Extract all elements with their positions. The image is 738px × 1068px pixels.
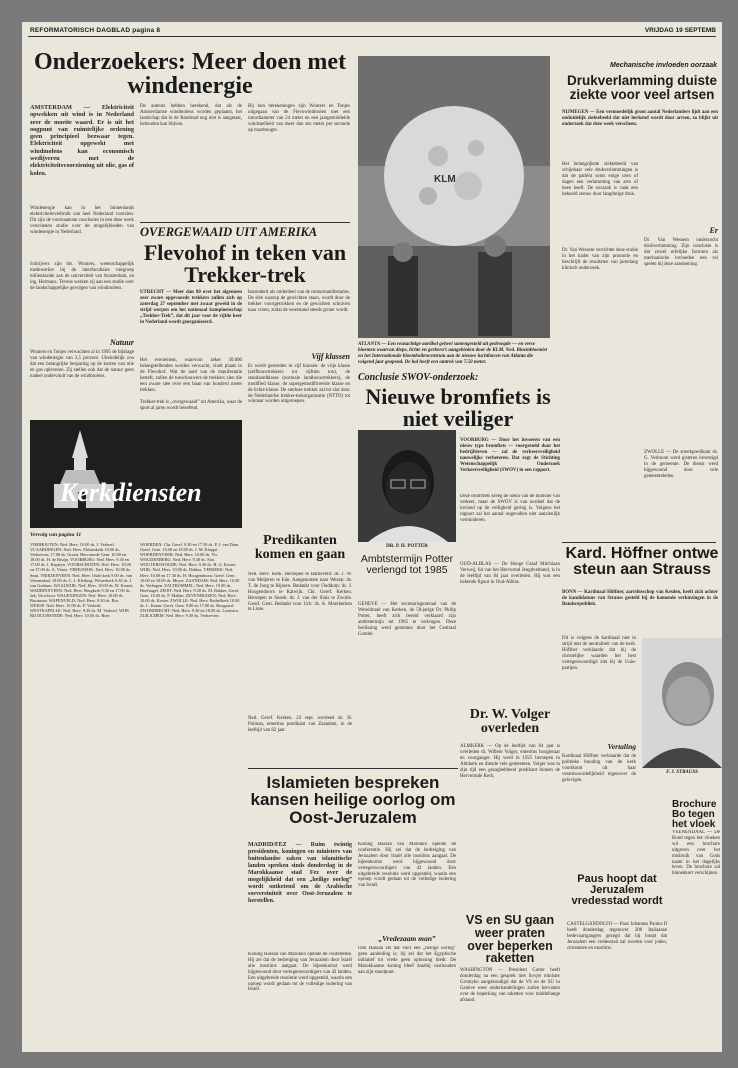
kerkdiensten-title: Kerkdiensten bbox=[60, 478, 202, 507]
predikanten-text: Ned. Herv. Kerk. Beroepen te Barneveld: ds. J. W. van Meijeren te Ede. Aangenomen naar Wezep: ds. T. de Jong te Rijssen. Bedankt voor Ouddorp: ds. J. Hoogendoorn te Katwijk. Chr. Geref. Kerken. Beroepen te Sneek: ds. J. van der Sluis te Zwolle. Geref. Gem. Bedankt voor Urk: ds. A. Moerkerken te Lisse. bbox=[248, 572, 352, 613]
hoffner-body: Dit is volgens de kardinaal niet in strijd met de neutraliteit van de kerk. Höffner verklaarde dat hij de christelijke waarden het best vertegenwoordigd ziet bij de Unie-partijen. bbox=[562, 636, 636, 671]
vertaling-subhead: Vertaling bbox=[607, 742, 636, 751]
natuur-text: Wouters en Tonjes verwachten al in 1995 de bijdrage van windenergie van 2,5 procent. Uiteindelijk zou dat een belangrijke besparing op de kosten van olie en gas opleveren. Zij stellen ook dat de natuur geen nadeel ondervindt van de windmolens. bbox=[30, 350, 134, 379]
headline-islamieten: Islamieten bespreken kansen heilige oorlog om Oost-Jeruzalem bbox=[250, 773, 456, 827]
islamieten-rule bbox=[248, 768, 458, 769]
zwolle-text: ZWOLLE — De streekpredikant ds. G. Verboom werd gisteren bevestigd in de gemeente. De dienst werd bijgewoond door vele gemeenteleden. bbox=[644, 450, 718, 479]
church-icon bbox=[30, 420, 242, 528]
windenergie-body1: Windenergie kan in het binnenlands elektriciteitsverbruik van heel Nederland voorzien. Dit zijn de voornaamste conclusies in een deze week verschenen studie over de mogelijkheden van windenergie in Nederland. bbox=[30, 206, 134, 235]
headline-drukverlamming: Drukverlamming duiste ziekte voor veel artsen bbox=[566, 73, 718, 102]
oud-alblas-text: OUD-ALBLAS — De Hooge Graaf Mitchiaan Verweij, lid van het Hervormd Jeugdverband, is in de leeftijd van 84 jaar overleden. Hij was een bekende figuur in Oud-Alblas. bbox=[460, 562, 560, 585]
islamieten-lead: MADRID/FEZ — Ruim twintig presidenten, koningen en ministers van buitenlandse zaken van islamitische landen spreken sinds donderdag in de Marokkaanse stad Fez over de mogelijkheid dat een „heilige oorlog” wordt ontketend om de Arabische soevereiniteit over Oost-Jeruzalem te herstellen. bbox=[248, 842, 352, 904]
headline-flevohof: Flevohof in teken van Trekker-trek bbox=[143, 240, 347, 288]
swov-body: Deze bromfiets kreeg de steun van de minister van verkeer, maar de SWOV is van oordeel dat de invloed op de veiligheid gering is. Volgens het rapport zal het aantal ongevallen niet aanzienlijk verminderen. bbox=[460, 494, 560, 523]
vs-su-text: WASHINGTON — President Carter heeft donderdag na een gesprek met Sovjet minister Gromyko aangekondigd dat de VS en de SU in Genève weer onderhandelingen zullen hervatten over de beperking van raketten voor middellange afstand. bbox=[460, 968, 560, 1003]
vredezaam-subhead: „Vredezaam man” bbox=[378, 934, 436, 943]
headline-potter: Ambtstermijn Potter verlengd tot 1985 bbox=[360, 553, 454, 576]
natuur-subhead: Natuur bbox=[109, 338, 134, 347]
windenergie-body4: Bij hun berekeningen zijn Wouters en Tonjes uitgegaan van de Flevowindmolen met een rotordiameter van 24 meter en een jaargemiddelde windsnelheid van meer dan zes meter per seconde op masthoogte. bbox=[248, 104, 350, 133]
vredezaam-text: Ook Hassan zei dat voor een „heilige oorlog” geen aanleiding is; hij zei dat het Egyptische initiatief tot vrede geen oplossing biedt. De Marokkaanse koning bleef daarbij vasthouden aan zijn standpunt. bbox=[358, 946, 456, 975]
islamieten-body-2: Koning Hassan van Marokko opende de conferentie. Hij zei dat de bedreiging van Jeruzalem door Israël alle moslims aangaat. De bijeenkomst werd bijgewoond door vertegenwoordigers van 42 landen. Een uitgebreide resolutie werd opgesteld, waarin een oproep wordt gedaan tot de volledige isolering van Israël. bbox=[358, 842, 456, 889]
predikanten-geref: Ned. Geref. Kerken. 23 sept. overleed ds. H. Polman, emeritus predikant van Zaandam, in de leeftijd van 82 jaar. bbox=[248, 716, 352, 733]
potter-text: GENEVE — Het secretarisgeneraal van de Wereldraad van Kerken, de 59-jarige Dr. Philip Potter, heeft zich bereid verklaard zijn ambtstermijn tot 1985 te verlengen. Deze beslissing werd genomen door het Centraal Comité. bbox=[358, 602, 456, 637]
header-left: REFORMATORISCH DAGBLAD pagina 8 bbox=[30, 27, 161, 34]
hoffner-lead: BONN — Kardinaal Höffner, aartsbisschop van Keulen, heeft zich achter de kandidatuur van Strauss gesteld bij de komende verkiezingen in de Bondsrepubliek. bbox=[562, 590, 718, 607]
amerika-rule bbox=[140, 222, 350, 223]
potter-caption: DR. P. H. POTTER bbox=[386, 544, 428, 549]
newspaper-page bbox=[22, 22, 722, 1052]
kerkdiensten-vervolg: Vervolg van pagina 11 bbox=[30, 532, 82, 538]
headline-volger: Dr. W. Volger overleden bbox=[469, 707, 551, 737]
swov-lead: VOORBURG — Door het invoeren van een nieuw type bromfiets — voorgesteld door het bedrijfsleven — zal de verkeersveiligheid nauwelijks verbeteren. Dat zegt de Stichting Wetenschappelijk Onderzoek Verkeersveiligheid (SWOV) in een rapport. bbox=[460, 438, 560, 473]
header-rule bbox=[28, 36, 716, 37]
windenergie-body3: De auteurs hebben berekend, dat als de Amsterdamse windmolens worden geplaatst, het landschap dat in de Randstad nog niet is aangetast, behouden kan blijven. bbox=[140, 104, 242, 127]
globe-illustration bbox=[358, 56, 550, 338]
swov-kicker: Conclusie SWOV-onderzoek: bbox=[358, 372, 479, 383]
drukverlamming-body1: Het belangrijkste ziektebeeld van schijnbaar vele drukverlammingen is dat de patiënt soms enige uren of dagen een verlamming van arm of been heeft. De oorzaak is vaak een bekneld zenuw door langdurige druk. bbox=[562, 162, 638, 197]
er-subhead: Er bbox=[709, 226, 718, 235]
kerkdiensten-list-1: VIERHOUTEN: Ned. Herv. 10.00 ds. J. Verhoef. VLAARDINGEN: Ned. Herv. Elthamkerk 10.00 ds. Verhoeven, 17.00 ds. Groen. Hervormde Gem. 10.00 en 18.00 ds. H. de Bruijn. VOORBURG: Ned. Herv. 9.30 en 17.00 ds. J. Kapteyn. VOORSCHOTEN: Ned. Herv. 10.00 en 17.00 ds. A. Visser. VREESWIJK: Ned. Herv. 10.00 ds. Smit. VRIEZENVEEN: Ned. Herv. Oude kerk 9.00 ds. van Veenendaal, 18.00 ds. C. J. Kleiberg. Westerkerk 9.30 ds. J. van Gorkum. WAALWIJK: Ned. Herv. 10.00 ds. W. Kornet. WADDINXVEEN: Ned. Herv. Brugkerk 9.30 en 17.00 ds. Jak. Verschoor. WAGENINGEN: Ned. Herv. 10.00 ds. Bruinsma. WAPENVELD: Ned. Herv. 9.30 ds. Bos. WEESP: Ned. Herv. 10.00 ds. F. Verkerk. WESTKAPELLE: Ned. Herv. 9.30 ds. M. Verhoef. WIJK BIJ DUURSTEDE: Ned. Herv. 10.00 ds. Boer. bbox=[30, 542, 134, 619]
flevohof-body2: Trekker-trek is „overgewaaid” uit Amerika, waar de sport al jaren wordt beoefend. bbox=[140, 400, 242, 411]
header-right: VRIJDAG 19 SEPTEMB bbox=[644, 27, 716, 34]
headline-predikanten: Predikanten komen en gaan bbox=[254, 533, 346, 563]
headline-brochure: Brochure Bo tegen het vloek bbox=[672, 799, 717, 831]
headline-paus: Paus hoopt dat Jeruzalem vredesstad wordt bbox=[571, 873, 663, 908]
amerika-banner: OVERGEWAAID UIT AMERIKA bbox=[140, 225, 318, 239]
vijf-klassen-text: Er wordt gestreden in vijf klassen: de vrije klasse (zelfbouwtrekkers tot vijftien ton), de standaardklasse (normale landbouwtrekkers), de modified klasse, de supergemodificeerde klasse en de lichte klasse. De sterkste trekker zal tot slot door de Nederlandse trekker-trekorganisatie (NTTO) tot winnaar worden uitgeroepen. bbox=[248, 364, 350, 405]
vijf-klassen-subhead: Vijf klassen bbox=[311, 352, 350, 361]
windenergie-body2: Schrijvers zijn drs. Wouters, wetenschappelijk medewerker bij de interfacultaire vakgroep milieukunde aan de universiteit van Amsterdam, en ing. Hermans. Tevens werken zij aan een studie over de landschappelijke gevolgen van windmolens. bbox=[30, 262, 134, 291]
atlanta-caption: ATLANTA — Een reusachtige aardbol geheel samengesteld uit gedroogde — en verse bloemen waarvan diepe, lichte en gerbera’s aangebieden door de KLM. Ned. Bloembloemist en het Internationale bloembollencentrum aan de nieuwe luchthaven van Atlanta die volgend jaar geopend. De bal heeft een omtrek van 7.50 meter. bbox=[358, 342, 548, 365]
potter-photo bbox=[358, 430, 456, 542]
headline-hoffner: Kard. Höffner ontwe steun aan Strauss bbox=[565, 545, 719, 579]
paus-text: CASTELGANDOLFO — Paus Johannes Paulus II heeft donderdag tegenover 200 Italiaanse bedevaartgangers gezegd dat hij hoopt dat Jeruzalem een vredesstad zal worden voor joden, christenen en moslims. bbox=[567, 922, 667, 951]
windenergie-lead: AMSTERDAM — Elektriciteit opwekken uit wind is in Nederland zeer de moeite waard. Er is uit het oogpunt van ruimtelijke ordening geen principieel bezwaar tegen. Elektriciteit opgewekt met windmolens kan economisch wedijveren met de elektriciteitsvoorziening uit olie, gas of kolen. bbox=[30, 104, 134, 177]
hoffner-rule bbox=[562, 542, 716, 543]
er-text: Dr. Van Wessem onderzocht drukverlamming. Zijn conclusie is dat zowel erfelijke factoren als mechanische invloeden een rol spelen bij deze aandoening. bbox=[644, 238, 718, 267]
portrait-illustration bbox=[358, 430, 456, 542]
headline-vs-su: VS en SU gaan weer praten over beperken raketten bbox=[465, 913, 555, 966]
strauss-caption: F. J. STRAUSS bbox=[666, 770, 698, 775]
volger-text: ALMKERK — Op de leeftijd van 84 jaar is overleden dr. Willem Volger, emeritus hoogleraar en voorganger. Hij werd in 1925 beroepen in Almkerk en diende vele gemeenten. Volger was in zijn tijd een gezaghebbend predikant binnen de Hervormde Kerk. bbox=[460, 744, 560, 779]
drukverlamming-body2: Dr. Van Wessem verrichtte deze studie in het kader van zijn promotie en beschrijft de resultaten van jarenlang klinisch onderzoek. bbox=[562, 248, 638, 271]
kerkdiensten-list-2: WOERDEN: Chr. Geref. 9.30 en 17.30 ds. P. J. van Dam. Geref. Gem. 10.00 en 18.00 ds. J. M. Kloppe. WOERDENVEER: Ned. Herv. 10.00 ds. Vis. WOUDENBERG: Ned. Herv. 9.30 ds. Slot. WOUTERSWOUDE: Ned. Herv. 9.30 ds. H. G. Koster. WIJK: Ned. Herv. 10.00 ds. Dekker. YERSEKE: Ned. Herv. 10.00 en 17.30 ds. H. Hoogendoorn. Geref. Gem. 10.00 en 18.00 ds. Meyer. ZAANDAM: Ned. Herv. 10.00 ds. Verhagen. ZALTBOMMEL: Ned. Herv. 10.00 ds. Hoefnagel. ZEIST: Ned. Herv. 9.30 ds. M. Bakker, Geref. Gem. 10.00 ds. F. Mallan. ZEVENHUIZEN: Ned. Herv. 10.00 ds. Koster. ZWOLLE: Ned. Herv. Bethelkerk 10.00 ds. L. Kraan. Geref. Gem. 9.00 en 17.00 ds. Boogaard. ZWIJNDRECHT: Ned. Herv. 9.30 en 18.00 ds. Loonstra. ZUILICHEM: Ned. Herv. 9.30 ds. Verhoeven. bbox=[140, 542, 240, 619]
flevohof-lead: UTRECHT — Meer dan 80 over het algemeen zeer zware opgevoerde trekkers zullen zich op zaterdag 27 september met zwaar geweld in de strijd werpen om het nationaal kampioenschap „Trekker-Trek”, dat dit jaar voor de vijfde keer in Nederland wordt georganiseerd. bbox=[140, 290, 242, 325]
brochure-text: VEENENDAAL — De Bond tegen het vloeken wil een brochure uitgeven over het misbruik van Gods naam in het dagelijks leven. De brochure zal binnenkort verschijnen. bbox=[672, 830, 720, 877]
strauss-photo bbox=[642, 638, 722, 768]
headline-windenergie: Onderzoekers: Meer doen met windenergie bbox=[33, 49, 347, 100]
islamieten-body: Koning Hassan van Marokko opende de conferentie. Hij zei dat de bedreiging van Jeruzalem door Israël alle moslims aangaat. De bijeenkomst werd bijgewoond door vertegenwoordigers van 42 landen. Een uitgebreide resolutie werd opgesteld, waarin een oproep wordt gedaan tot de volledige isolering van Israël. bbox=[248, 952, 352, 993]
klm-label: KLM bbox=[434, 174, 456, 185]
flevohof-body1: Het evenement, waarvoor zeker 30.000 belangstellenden worden verwacht, vindt plaats in de Flevohof. Wat de aard van de manifestatie betreft, zullen de toeschouwers de trekkers zien die een zware slee over een baan van honderd meter trekken. bbox=[140, 358, 242, 393]
mechanische-kicker: Mechanische invloeden oorzaak bbox=[610, 62, 717, 69]
headline-swov: Nieuwe bromfiets is niet veiliger bbox=[365, 384, 551, 432]
vertaling-text: Kardinaal Höffner verklaarde dat de politieke houding van de kerk voortkomt uit haar verantwoordelijkheid tegenover de gelovigen. bbox=[562, 754, 636, 783]
kerkdiensten-banner bbox=[30, 420, 242, 528]
flevohof-body3: bezonderd als onderdeel van de motormanifestaties. De slee waarop de gewichten staan, wordt door de trekker voortgetrokken en de gewichten schuiven naar voren, zodat de weerstand steeds groter wordt. bbox=[248, 290, 350, 313]
atlanta-globe-photo bbox=[358, 56, 550, 338]
portrait-illustration-strauss bbox=[642, 638, 722, 768]
drukverlamming-lead: NIJMEGEN — Een vermoedelijk groot aantal Nederlanders lijdt aan een onduidelijk ziektebeeld dat niet herkend wordt door artsen, zo blijkt uit onderzoek dat deze week verscheen. bbox=[562, 110, 718, 127]
